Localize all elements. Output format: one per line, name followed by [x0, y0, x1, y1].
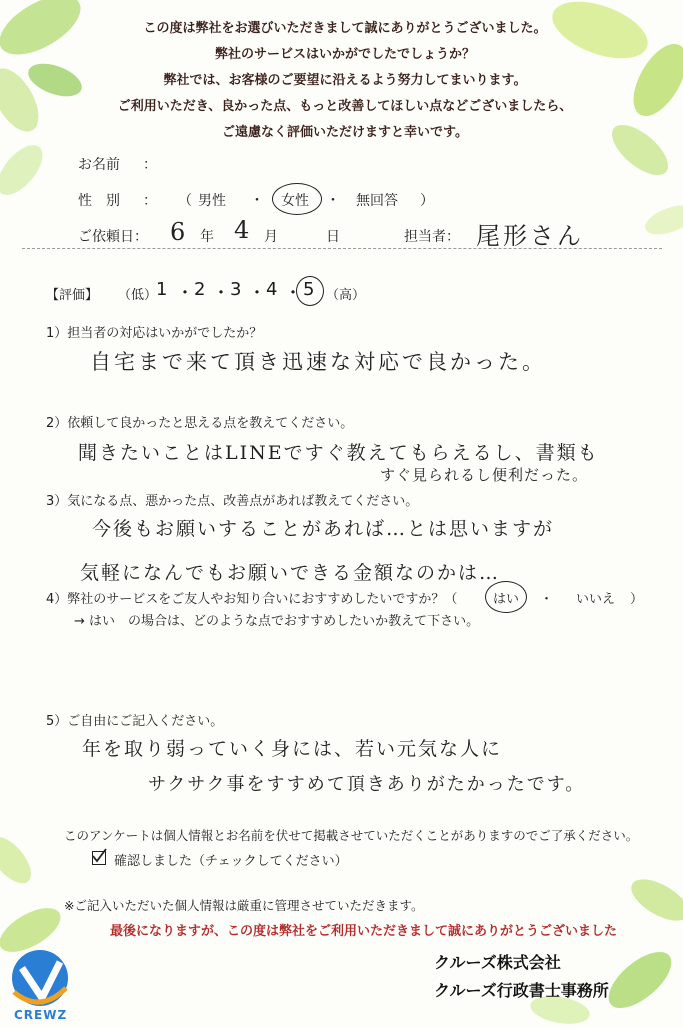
gender-separator: ・ [250, 193, 264, 209]
answer-5-line-1: 年を取り弱っていく身には、若い元気な人に [82, 738, 503, 760]
answer-3-line-2: 気軽になんでもお願いできる金額なのかは… [80, 562, 501, 584]
answer-1: 自宅まで来て頂き迅速な対応で良かった。 [90, 350, 546, 374]
rating-option-3[interactable]: 3 [230, 279, 242, 300]
answer-2-line-2: すぐ見られるし便利だった。 [380, 466, 589, 484]
rating-high-label: （高） [326, 288, 366, 303]
consent-notice: このアンケートは個人情報とお名前を伏せて掲載させていただくことがありますのでご了承ください。 [64, 828, 639, 843]
privacy-notice: ※ご記入いただいた個人情報は厳重に管理させていただきます。 [64, 898, 424, 913]
intro-message [80, 16, 610, 146]
recommend-separator: ・ [540, 592, 554, 607]
gender-open-paren: （ [178, 193, 192, 209]
rating-separator: ・ [176, 283, 194, 304]
intro-line: 弊社では、お客様のご要望に沿えるよう努力してまいります。 [163, 73, 527, 88]
recommend-close-paren: ） [630, 592, 644, 607]
crewz-logo [0, 938, 84, 1024]
intro-line: 弊社のサービスはいかがでしたでしょうか？ [214, 47, 475, 62]
rating-option-2[interactable]: 2 [194, 279, 206, 300]
question-2: 2）依頼して良かったと思える点を教えてください。 [46, 416, 354, 431]
staff-value: 尾形さん [476, 222, 584, 250]
answer-5-line-2: サクサク事をすすめて頂きありがたかったです。 [148, 774, 586, 795]
request-date-label: ご依頼日： [78, 229, 148, 245]
question-3: 3）気になる点、悪かった点、改善点があれば教えてください。 [46, 494, 419, 509]
rating-separator: ・ [248, 283, 266, 304]
rating-separator: ・ [284, 283, 302, 304]
rating-label: 【評価】 [46, 288, 99, 303]
intro-line: ご利用いただき、良かった点、もっと改善してほしい点などございましたら、 [117, 99, 573, 114]
rating-option-5[interactable]: 5 [303, 279, 315, 300]
request-month-value: 4 [234, 216, 253, 244]
rating-option-1[interactable]: 1 [156, 279, 168, 300]
gender-female-option[interactable]: 女性 [281, 193, 309, 209]
intro-line: この度は弊社をお選びいただきまして誠にありがとうございました。 [143, 21, 547, 36]
company-name: クルーズ株式会社 [434, 953, 561, 972]
confirm-checkbox[interactable] [92, 851, 106, 865]
confirm-label: 確認しました（チェックしてください） [114, 854, 348, 869]
question-4-followup: → はい の場合は、どのような点でおすすめしたいか教えて下さい。 [74, 614, 480, 629]
recommend-yes-option[interactable]: はい [493, 592, 520, 607]
intro-line: ご遠慮なく評価いただけますと幸いです。 [222, 125, 468, 140]
name-colon: ： [143, 157, 157, 173]
name-label: お名前 [78, 157, 120, 173]
gender-colon: ： [143, 193, 157, 209]
request-month-unit: 月 [264, 229, 278, 245]
request-day-unit: 日 [326, 229, 340, 245]
gender-label: 性 別 [78, 193, 120, 209]
gender-separator: ・ [326, 193, 340, 209]
request-year-unit: 年 [200, 229, 214, 245]
question-4: 4）弊社のサービスをご友人やお知り合いにおすすめしたいですか？（ [46, 592, 458, 607]
request-year-value: 6 [170, 218, 189, 246]
answer-2-line-1: 聞きたいことはLINEですぐ教えてもらえるし、書類も [78, 442, 599, 464]
question-5: 5）ご自由にご記入ください。 [46, 714, 224, 729]
rating-option-4[interactable]: 4 [266, 279, 278, 300]
gender-none-option[interactable]: 無回答 [356, 193, 398, 209]
question-1: 1）担当者の対応はいかがでしたか？ [46, 326, 263, 341]
staff-label: 担当者： [404, 229, 460, 245]
office-name: クルーズ行政書士事務所 [434, 981, 609, 1000]
closing-thanks: 最後になりますが、この度は弊社をご利用いただきまして誠にありがとうございました [110, 924, 618, 939]
recommend-no-option[interactable]: いいえ [576, 592, 616, 607]
check-mark-icon [91, 848, 107, 864]
answer-3-line-1: 今後もお願いすることがあれば…とは思いますが [92, 518, 555, 540]
gender-male-option[interactable]: 男性 [198, 193, 226, 209]
gender-close-paren: ） [420, 193, 434, 209]
logo-text: CREWZ [14, 1008, 68, 1022]
rating-low-label: （低） [118, 288, 158, 303]
rating-separator: ・ [212, 283, 230, 304]
